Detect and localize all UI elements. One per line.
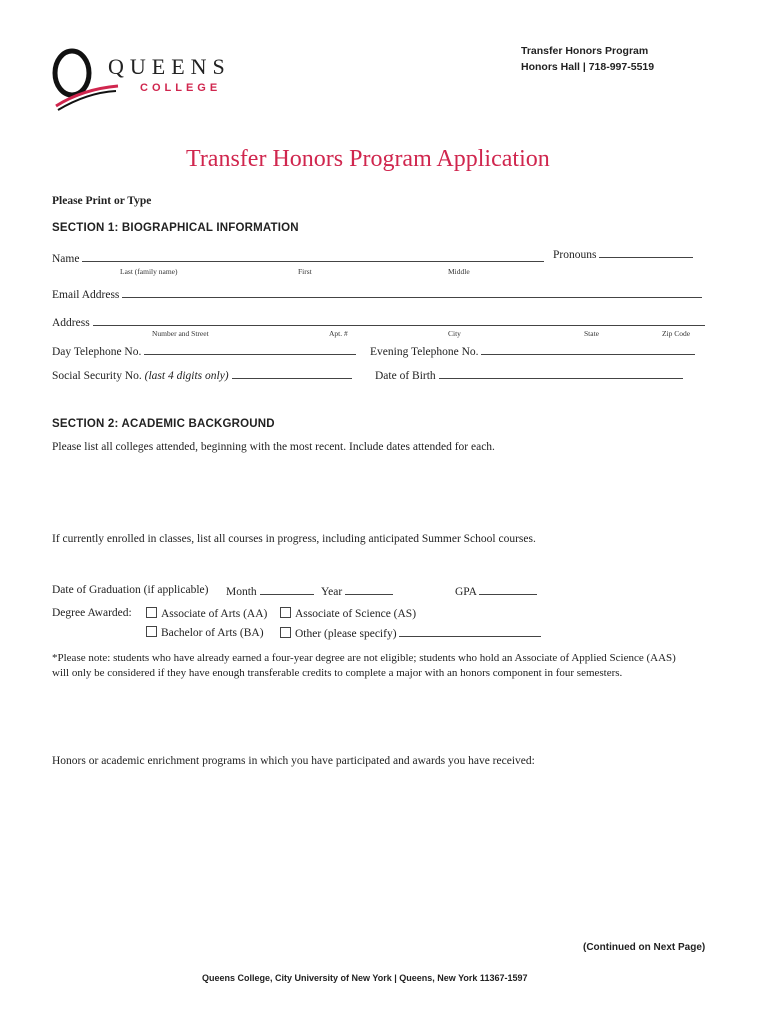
pronouns-label: Pronouns [553,249,597,261]
note-line-1: *Please note: students who have already earned a four-year degree are not eligible; students who hold an Associate of Applied Science (AAS) [52,652,676,664]
address-row [52,315,705,329]
degree-label: Degree Awarded: [52,607,132,619]
address-label: Address [52,317,90,329]
degree-other-label: Other (please specify) [295,628,397,640]
graduation-label: Date of Graduation (if applicable) [52,584,209,596]
pronouns-field[interactable] [599,247,693,258]
email-label: Email Address [52,289,120,301]
continued-note: (Continued on Next Page) [583,942,706,953]
degree-aa-label: Associate of Arts (AA) [161,608,268,620]
email-field[interactable] [122,287,702,298]
name-row [52,251,544,265]
courses-answer-area[interactable] [52,552,712,580]
honors-prompt: Honors or academic enrichment programs in which you have participated and awards you have received: [52,755,535,767]
checkbox-as[interactable] [280,607,291,618]
logo-main-text: QUEENS [108,54,231,79]
ssn-label: Social Security No. [52,370,142,382]
instruction-text: Please Print or Type [52,195,152,207]
degree-as-label: Associate of Science (AS) [295,608,417,620]
evening-phone-label: Evening Telephone No. [370,346,479,358]
name-field[interactable] [82,251,544,262]
address-sub-state: State [584,329,599,338]
address-sub-city: City [448,329,461,338]
degree-option-as[interactable] [280,607,416,620]
address-field[interactable] [93,315,705,326]
program-name: Transfer Honors Program [521,45,649,57]
evening-phone-row [370,344,695,358]
gpa-field[interactable] [479,584,537,595]
name-sub-middle: Middle [448,267,470,276]
gpa-label: GPA [455,586,477,598]
month-field[interactable] [260,584,314,595]
colleges-answer-area[interactable] [52,462,712,528]
ssn-row [52,368,352,382]
colleges-prompt: Please list all colleges attended, beginning with the most recent. Include dates attended for each. [52,441,495,453]
degree-ba-label: Bachelor of Arts (BA) [161,627,264,639]
checkbox-ba[interactable] [146,626,157,637]
name-sub-first: First [298,267,312,276]
name-label: Name [52,253,80,265]
dob-row [375,368,683,382]
note-line-2: will only be considered if they have enough transferable credits to complete a major with an honors component in four semesters. [52,667,623,679]
other-specify-field[interactable] [399,626,541,637]
email-row [52,287,702,301]
program-phone: Honors Hall | 718-997-5519 [521,61,655,73]
month-row [226,584,314,598]
section2-heading: SECTION 2: ACADEMIC BACKGROUND [52,418,275,430]
degree-option-ba[interactable] [146,626,264,639]
honors-answer-area[interactable] [52,775,712,925]
degree-option-other[interactable] [280,626,541,640]
day-phone-field[interactable] [144,344,356,355]
address-sub-zip: Zip Code [662,329,691,338]
ssn-hint: (last 4 digits only) [144,370,229,382]
graduation-row [52,584,208,596]
year-label: Year [321,586,343,598]
address-sub-street: Number and Street [152,329,209,338]
day-phone-label: Day Telephone No. [52,346,142,358]
address-sub-apt: Apt. # [329,329,348,338]
checkbox-other[interactable] [280,627,291,638]
dob-label: Date of Birth [375,370,436,382]
courses-prompt: If currently enrolled in classes, list all courses in progress, including anticipated Summer School courses. [52,533,536,545]
gpa-row [455,584,537,598]
page-title: Transfer Honors Program Application [186,146,550,172]
month-label: Month [226,586,257,598]
ssn-field[interactable] [232,368,352,379]
year-field[interactable] [345,584,393,595]
section1-heading: SECTION 1: BIOGRAPHICAL INFORMATION [52,222,299,234]
degree-option-aa[interactable] [146,607,267,620]
checkbox-aa[interactable] [146,607,157,618]
day-phone-row [52,344,356,358]
year-row [321,584,393,598]
dob-field[interactable] [439,368,683,379]
evening-phone-field[interactable] [481,344,695,355]
pronouns-row [553,247,693,261]
name-sub-last: Last (family name) [120,267,178,276]
logo-sub-text: COLLEGE [140,82,222,94]
footer-address: Queens College, City University of New York | Queens, New York 11367-1597 [202,973,528,983]
